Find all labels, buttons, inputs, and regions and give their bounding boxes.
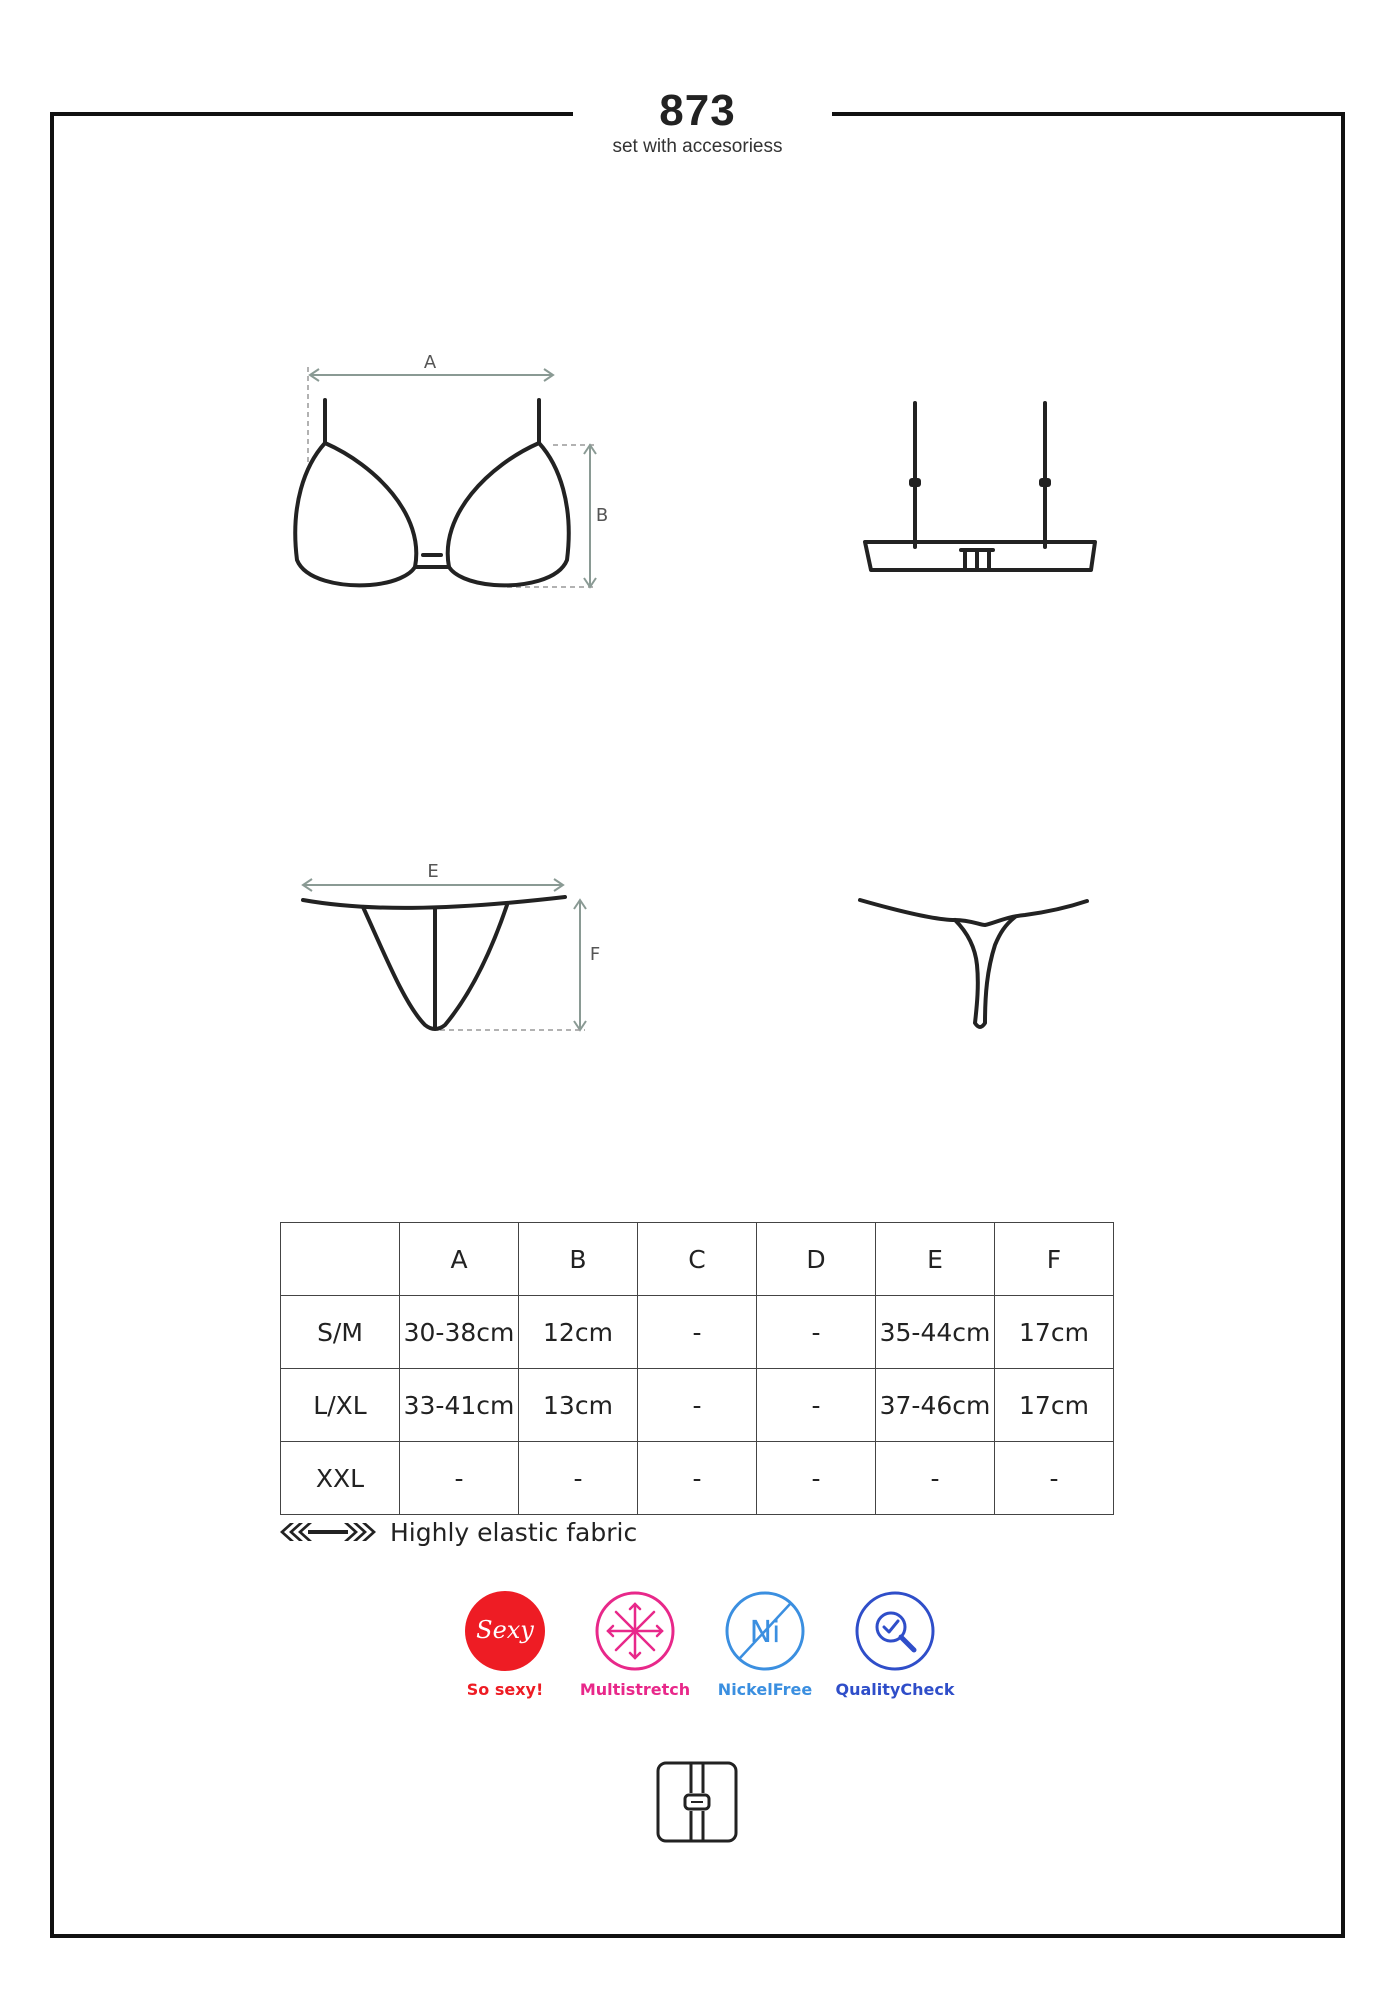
dim-label-e: E (427, 861, 439, 882)
size-table-header-cell: A (400, 1223, 519, 1296)
size-value-cell: - (638, 1296, 757, 1369)
sexy-icon-text: Sexy (476, 1616, 534, 1644)
badge-so-sexy (440, 1590, 570, 1699)
size-table-header-cell: D (757, 1223, 876, 1296)
size-value-cell: 37-46cm (876, 1369, 995, 1442)
bra-front-drawing (285, 345, 615, 605)
elastic-note (280, 1514, 637, 1550)
size-value-cell: 17cm (995, 1369, 1114, 1442)
size-table-header-cell: E (876, 1223, 995, 1296)
badge-nickel-free (700, 1590, 830, 1699)
multistretch-icon (594, 1590, 676, 1672)
size-value-cell: 17cm (995, 1296, 1114, 1369)
elastic-note-text: Highly elastic fabric (390, 1517, 638, 1547)
size-table-header-cell: B (519, 1223, 638, 1296)
dim-label-a: A (423, 352, 437, 373)
frame-right (1341, 112, 1345, 1938)
dim-label-f: F (589, 944, 601, 965)
badge-label: QualityCheck (835, 1680, 955, 1699)
size-value-cell: 12cm (519, 1296, 638, 1369)
model-subtitle: set with accesoriess (612, 136, 783, 157)
dim-label-b: B (595, 505, 609, 526)
quality-check-icon (854, 1590, 936, 1672)
badge-label: So sexy! (466, 1680, 544, 1699)
size-value-cell: 30-38cm (400, 1296, 519, 1369)
size-table-header-row (281, 1223, 1114, 1296)
nickel-free-icon (724, 1590, 806, 1672)
size-value-cell: - (400, 1442, 519, 1515)
badge-quality-check (830, 1590, 960, 1699)
size-table-header-cell: F (995, 1223, 1114, 1296)
bra-back-drawing (855, 395, 1105, 575)
frame-left (50, 112, 54, 1938)
size-table-header-cell (281, 1223, 400, 1296)
size-table-row (281, 1442, 1114, 1515)
size-value-cell: - (757, 1296, 876, 1369)
size-value-cell: 13cm (519, 1369, 638, 1442)
size-value-cell: - (638, 1442, 757, 1515)
feature-badges (440, 1590, 960, 1720)
badge-label: NickelFree (717, 1680, 813, 1699)
frame-bottom (50, 1934, 1345, 1938)
double-arrow-stretch-icon (280, 1520, 376, 1544)
size-label-cell: XXL (281, 1442, 400, 1515)
size-value-cell: - (757, 1369, 876, 1442)
size-value-cell: - (876, 1442, 995, 1515)
size-table-header-cell: C (638, 1223, 757, 1296)
model-number: 873 (659, 86, 736, 135)
size-label-cell: L/XL (281, 1369, 400, 1442)
badge-multistretch (570, 1590, 700, 1699)
sexy-icon (464, 1590, 546, 1672)
size-value-cell: - (757, 1442, 876, 1515)
size-table-row (281, 1369, 1114, 1442)
size-value-cell: - (995, 1442, 1114, 1515)
panty-front-drawing (295, 855, 615, 1055)
panty-back-drawing (855, 885, 1095, 1045)
size-table-row (281, 1296, 1114, 1369)
size-value-cell: - (519, 1442, 638, 1515)
nickel-free-icon-text: Ni (749, 1615, 781, 1650)
size-value-cell: - (638, 1369, 757, 1442)
size-label-cell: S/M (281, 1296, 400, 1369)
size-value-cell: 33-41cm (400, 1369, 519, 1442)
size-value-cell: 35-44cm (876, 1296, 995, 1369)
badge-label: Multistretch (579, 1680, 691, 1699)
hand-wash-care-icon (655, 1760, 739, 1844)
size-table (280, 1222, 1114, 1515)
